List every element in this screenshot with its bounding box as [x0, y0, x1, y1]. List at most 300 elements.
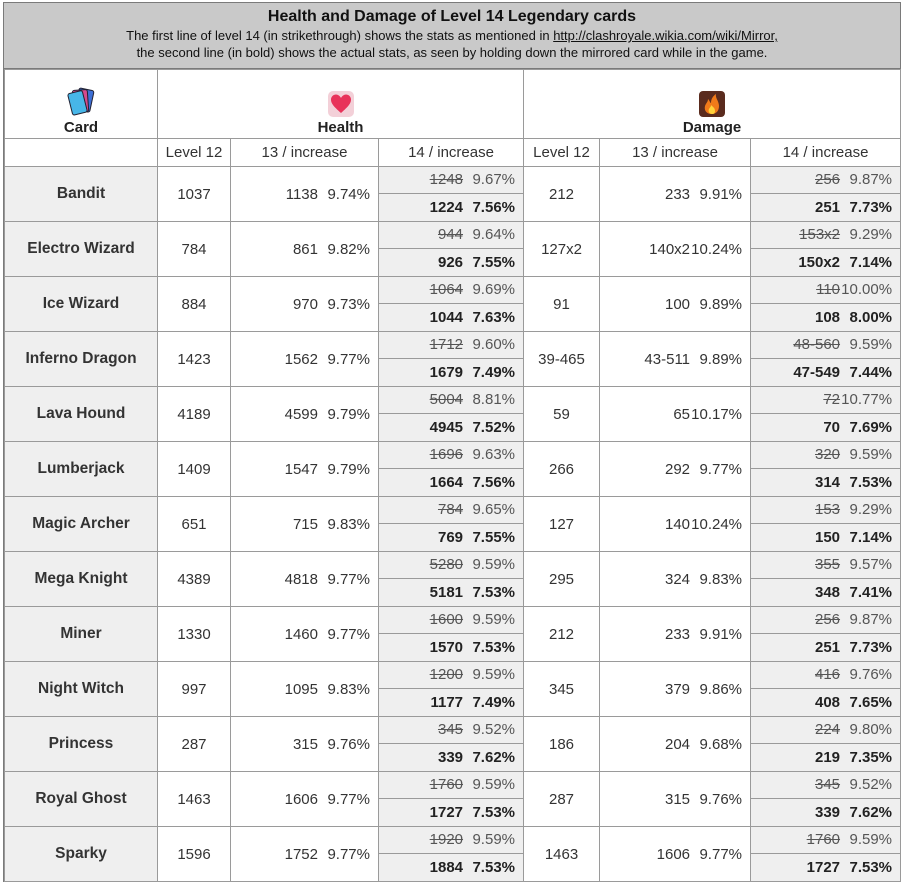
damage-level13-increase: 10.17%: [691, 405, 743, 423]
damage-level14-wiki-value: 48-560: [793, 336, 841, 353]
health-level14-wiki: [379, 497, 523, 524]
health-level14-wiki-increase: 9.59%: [472, 666, 516, 683]
health-level13-increase: 9.77%: [327, 790, 370, 808]
health-level14-wiki-increase: 9.67%: [472, 171, 516, 188]
health-level14-actual: [379, 854, 523, 881]
damage-level13-increase: 9.91%: [699, 185, 743, 203]
damage-level12: 127x2: [524, 222, 600, 277]
health-level14-wiki-increase: 9.59%: [472, 776, 516, 793]
health-level14-wiki-value: 1696: [429, 446, 464, 463]
damage-level14-actual: [751, 689, 900, 716]
health-level14-actual: [379, 414, 523, 441]
damage-level14-actual-value: 314: [815, 474, 841, 491]
wiki-link[interactable]: http://clashroyale.wikia.com/wiki/Mirror,: [553, 28, 778, 43]
damage-level14-wiki-value: 345: [815, 776, 841, 793]
damage-level13-increase: 9.77%: [699, 845, 743, 863]
health-level14-actual-value: 1044: [429, 309, 464, 326]
card-name: Royal Ghost: [5, 772, 158, 827]
health-level13-value: 715: [292, 515, 318, 533]
damage-level14-wiki-increase: 9.52%: [849, 776, 893, 793]
damage-level14-actual-value: 339: [815, 804, 841, 821]
health-level14-actual: [379, 469, 523, 496]
health-level14-actual-value: 1177: [430, 694, 464, 711]
damage-level14-wiki-value: 72: [823, 391, 841, 408]
health-level13: [231, 717, 379, 772]
health-level14-actual-increase: 7.53%: [472, 639, 516, 656]
damage-level12: 186: [524, 717, 600, 772]
damage-level14-wiki-value: 256: [815, 611, 841, 628]
header-row-icons: [5, 70, 901, 139]
table-row: [5, 827, 901, 882]
damage-level14: [751, 167, 901, 222]
damage-level13: [600, 497, 751, 552]
health-level14-actual-value: 1664: [429, 474, 464, 491]
health-level13: [231, 662, 379, 717]
damage-level13-increase: 10.24%: [691, 515, 743, 533]
health-level13-value: 861: [292, 240, 318, 258]
damage-level14-actual-value: 108: [815, 309, 841, 326]
table-row: [5, 772, 901, 827]
health-level13: [231, 827, 379, 882]
damage-level14-actual-increase: 7.14%: [849, 529, 893, 546]
health-level14-wiki: [379, 607, 523, 634]
damage-level14-header: 14 / increase: [751, 139, 901, 167]
damage-level14-actual-value: 47-549: [793, 364, 841, 381]
health-level13-header: 13 / increase: [231, 139, 379, 167]
health-level14-actual-increase: 7.56%: [472, 199, 516, 216]
damage-level14-actual-value: 251: [815, 639, 841, 656]
damage-level14-actual-value: 251: [815, 199, 841, 216]
table-row: [5, 167, 901, 222]
damage-level14-actual: [751, 469, 900, 496]
damage-level12: 91: [524, 277, 600, 332]
health-level14: [379, 607, 524, 662]
damage-level13-value: 1606: [656, 845, 691, 863]
damage-level14: [751, 717, 901, 772]
damage-level14-wiki-value: 355: [815, 556, 841, 573]
health-level14-wiki-value: 5280: [429, 556, 464, 573]
damage-level13-value: 233: [664, 185, 691, 203]
health-level14-actual-value: 5181: [429, 584, 464, 601]
health-level14-wiki: [379, 827, 523, 854]
health-level12: 1423: [158, 332, 231, 387]
damage-level14-actual-value: 348: [815, 584, 841, 601]
health-level13-value: 1547: [284, 460, 318, 478]
damage-level14-actual-value: 1727: [806, 859, 841, 876]
damage-level14-wiki: [751, 607, 900, 634]
card-name: Magic Archer: [5, 497, 158, 552]
health-level14-actual-value: 769: [437, 529, 464, 546]
damage-level13-increase: 9.68%: [699, 735, 743, 753]
damage-level13-value: 379: [664, 680, 691, 698]
damage-level14-wiki-increase: 9.29%: [849, 226, 893, 243]
damage-level13-value: 292: [664, 460, 691, 478]
damage-level14-wiki-increase: 9.59%: [849, 336, 893, 353]
damage-level14-actual: [751, 854, 900, 881]
health-level13-increase: 9.73%: [327, 295, 370, 313]
damage-level14-actual-increase: 7.44%: [849, 364, 893, 381]
health-level14-actual-value: 1570: [429, 639, 464, 656]
health-level14-wiki-value: 1760: [429, 776, 464, 793]
subtitle-line-1: [4, 27, 900, 44]
health-level14-wiki-increase: 9.64%: [472, 226, 516, 243]
damage-level14-actual: [751, 359, 900, 386]
damage-level14-wiki-increase: 10.00%: [841, 281, 893, 298]
health-level14-wiki-value: 944: [437, 226, 464, 243]
title-banner: [4, 3, 900, 69]
damage-level14-wiki: [751, 387, 900, 414]
health-level14-actual-value: 339: [437, 749, 464, 766]
damage-level14-actual-increase: 7.53%: [849, 859, 893, 876]
page-title: Health and Damage of Level 14 Legendary cards: [267, 8, 637, 25]
damage-level14-wiki-increase: 9.29%: [849, 501, 893, 518]
heart-icon: [327, 90, 355, 118]
health-level14-wiki: [379, 662, 523, 689]
health-level14: [379, 662, 524, 717]
health-level14-actual: [379, 194, 523, 221]
health-level13-value: 1460: [284, 625, 318, 643]
health-level14-wiki-value: 1248: [429, 171, 464, 188]
health-level14-actual-increase: 7.53%: [472, 584, 516, 601]
health-level12: 1596: [158, 827, 231, 882]
damage-level14: [751, 497, 901, 552]
damage-level12: 295: [524, 552, 600, 607]
health-level14-wiki-increase: 9.69%: [472, 281, 516, 298]
health-level12: 997: [158, 662, 231, 717]
empty-header-cell: [5, 139, 158, 167]
health-level14: [379, 717, 524, 772]
damage-level14-wiki-value: 416: [815, 666, 841, 683]
health-level13-value: 1138: [285, 185, 318, 203]
damage-level14-wiki: [751, 827, 900, 854]
health-level14-wiki: [379, 277, 523, 304]
damage-level14-wiki-increase: 9.87%: [849, 611, 893, 628]
health-level12: 884: [158, 277, 231, 332]
health-level14-wiki-value: 1600: [429, 611, 464, 628]
health-level14: [379, 277, 524, 332]
damage-level14-actual-increase: 7.73%: [849, 639, 893, 656]
health-level13-increase: 9.77%: [327, 625, 370, 643]
damage-level13-value: 233: [664, 625, 691, 643]
health-level12: 1409: [158, 442, 231, 497]
damage-level14: [751, 772, 901, 827]
damage-level14-wiki: [751, 222, 900, 249]
damage-level13: [600, 717, 751, 772]
health-level13: [231, 277, 379, 332]
damage-level13: [600, 387, 751, 442]
health-level14: [379, 827, 524, 882]
damage-level14-wiki: [751, 662, 900, 689]
health-level13-increase: 9.83%: [327, 515, 370, 533]
health-level13: [231, 167, 379, 222]
damage-level14-actual: [751, 634, 900, 661]
card-name: Inferno Dragon: [5, 332, 158, 387]
damage-level13: [600, 222, 751, 277]
damage-level14: [751, 332, 901, 387]
health-level14-actual-increase: 7.62%: [472, 749, 516, 766]
health-level14-wiki-increase: 9.59%: [472, 831, 516, 848]
damage-level13-value: 140x2: [649, 240, 691, 258]
damage-level14-wiki-value: 256: [815, 171, 841, 188]
health-level13: [231, 332, 379, 387]
health-level14-actual-value: 1224: [429, 199, 464, 216]
damage-level14: [751, 662, 901, 717]
card-name: Sparky: [5, 827, 158, 882]
damage-level14-actual-increase: 7.65%: [849, 694, 893, 711]
damage-level13: [600, 442, 751, 497]
damage-level14: [751, 827, 901, 882]
health-level14-actual-increase: 7.52%: [472, 419, 516, 436]
health-level13-increase: 9.79%: [327, 405, 370, 423]
cards-icon: [66, 86, 96, 118]
damage-level14-actual: [751, 524, 900, 551]
damage-level12: 266: [524, 442, 600, 497]
damage-level14-wiki: [751, 717, 900, 744]
damage-level14-wiki: [751, 772, 900, 799]
health-level14-wiki: [379, 222, 523, 249]
card-name: Miner: [5, 607, 158, 662]
health-level14-wiki-increase: 9.65%: [472, 501, 516, 518]
health-level14-actual-increase: 7.56%: [472, 474, 516, 491]
health-level12: 1037: [158, 167, 231, 222]
health-level13-increase: 9.77%: [327, 570, 370, 588]
damage-level12: 212: [524, 167, 600, 222]
health-level14-actual-increase: 7.49%: [472, 694, 516, 711]
health-level14-actual: [379, 359, 523, 386]
damage-level14-actual-value: 70: [823, 419, 841, 436]
damage-level14-actual: [751, 414, 900, 441]
health-header-label: Health: [317, 119, 364, 136]
health-level14-wiki-value: 1200: [429, 666, 464, 683]
health-level14: [379, 497, 524, 552]
health-level13-increase: 9.74%: [327, 185, 370, 203]
health-level13-value: 1562: [284, 350, 318, 368]
damage-level14-actual-increase: 7.14%: [849, 254, 893, 271]
card-name: Ice Wizard: [5, 277, 158, 332]
health-level14-wiki: [379, 442, 523, 469]
damage-level14: [751, 607, 901, 662]
health-level14-actual-increase: 7.53%: [472, 859, 516, 876]
health-level14-actual: [379, 304, 523, 331]
health-level14: [379, 222, 524, 277]
card-header-label: Card: [63, 119, 99, 136]
health-level14-wiki-increase: 8.81%: [472, 391, 516, 408]
health-level13: [231, 772, 379, 827]
damage-level14-wiki-value: 153x2: [799, 226, 841, 243]
health-header: [158, 70, 524, 139]
table-row: [5, 607, 901, 662]
health-level13: [231, 222, 379, 277]
card-name: Lava Hound: [5, 387, 158, 442]
damage-level12: 345: [524, 662, 600, 717]
damage-level14-actual: [751, 799, 900, 826]
table-row: [5, 497, 901, 552]
health-level14: [379, 332, 524, 387]
health-level13: [231, 442, 379, 497]
card-name: Bandit: [5, 167, 158, 222]
health-level14-actual-increase: 7.55%: [472, 529, 516, 546]
health-level13-increase: 9.76%: [327, 735, 370, 753]
damage-level14-wiki-increase: 9.87%: [849, 171, 893, 188]
health-level14-wiki-value: 1712: [429, 336, 464, 353]
damage-level12-header: Level 12: [524, 139, 600, 167]
damage-level14-wiki: [751, 167, 900, 194]
health-level14-wiki-increase: 9.52%: [472, 721, 516, 738]
health-level12: 651: [158, 497, 231, 552]
health-level14-wiki-value: 784: [437, 501, 464, 518]
damage-level14: [751, 387, 901, 442]
damage-level13-increase: 9.76%: [699, 790, 743, 808]
damage-level14-wiki-value: 1760: [806, 831, 841, 848]
health-level13-increase: 9.82%: [327, 240, 370, 258]
health-level14-actual-increase: 7.63%: [472, 309, 516, 326]
table-row: [5, 442, 901, 497]
damage-level13-value: 140: [664, 515, 691, 533]
damage-level12: 59: [524, 387, 600, 442]
damage-level13-increase: 9.89%: [699, 295, 743, 313]
health-level14-wiki: [379, 332, 523, 359]
health-level13: [231, 552, 379, 607]
health-level13-value: 970: [292, 295, 318, 313]
fire-icon: [698, 90, 726, 118]
health-level13: [231, 497, 379, 552]
health-level14-wiki: [379, 167, 523, 194]
damage-level14-actual: [751, 579, 900, 606]
health-level13: [231, 387, 379, 442]
damage-level14-actual-value: 219: [815, 749, 841, 766]
damage-level14-wiki-increase: 9.80%: [849, 721, 893, 738]
health-level14-wiki-increase: 9.59%: [472, 556, 516, 573]
damage-level13-increase: 9.86%: [699, 680, 743, 698]
table-row: [5, 662, 901, 717]
damage-level12: 1463: [524, 827, 600, 882]
health-level13-increase: 9.77%: [327, 845, 370, 863]
table-row: [5, 387, 901, 442]
damage-level14-actual-value: 150: [815, 529, 841, 546]
damage-level14-wiki-increase: 10.77%: [841, 391, 893, 408]
damage-level14-wiki: [751, 552, 900, 579]
health-level14-header: 14 / increase: [379, 139, 524, 167]
damage-header-label: Damage: [682, 119, 742, 136]
stats-table: [4, 69, 901, 882]
damage-level14-actual-value: 150x2: [798, 254, 841, 271]
damage-level12: 127: [524, 497, 600, 552]
health-level14-wiki: [379, 772, 523, 799]
table-row: [5, 717, 901, 772]
damage-level12: 287: [524, 772, 600, 827]
health-level14-wiki-value: 345: [437, 721, 464, 738]
damage-level14-actual: [751, 304, 900, 331]
health-level13-increase: 9.77%: [327, 350, 370, 368]
health-level14: [379, 167, 524, 222]
health-level13-value: 1752: [284, 845, 318, 863]
health-level14-actual: [379, 524, 523, 551]
health-level12: 1463: [158, 772, 231, 827]
card-name: Night Witch: [5, 662, 158, 717]
damage-level13: [600, 277, 751, 332]
damage-level14-wiki-increase: 9.57%: [849, 556, 893, 573]
damage-level13: [600, 552, 751, 607]
stats-document: [3, 2, 901, 882]
damage-level14: [751, 277, 901, 332]
health-level14-actual-value: 1884: [429, 859, 464, 876]
health-level13-increase: 9.79%: [327, 460, 370, 478]
health-level14-actual-increase: 7.53%: [472, 804, 516, 821]
damage-level14-actual: [751, 744, 900, 771]
table-row: [5, 552, 901, 607]
damage-level14-wiki-increase: 9.76%: [849, 666, 893, 683]
health-level14: [379, 387, 524, 442]
damage-level14-wiki-increase: 9.59%: [849, 446, 893, 463]
health-level14-wiki: [379, 717, 523, 744]
damage-level13-value: 324: [664, 570, 691, 588]
damage-level13-value: 43-511: [644, 350, 691, 368]
damage-level14-actual-increase: 7.53%: [849, 474, 893, 491]
card-name: Lumberjack: [5, 442, 158, 497]
health-level13-value: 1606: [284, 790, 318, 808]
health-level14: [379, 442, 524, 497]
table-row: [5, 277, 901, 332]
damage-level14-wiki: [751, 442, 900, 469]
damage-level13: [600, 607, 751, 662]
damage-level13: [600, 827, 751, 882]
damage-level14-actual-increase: 7.73%: [849, 199, 893, 216]
damage-level14-wiki: [751, 497, 900, 524]
damage-level14-actual: [751, 249, 900, 276]
health-level14-actual-value: 926: [437, 254, 464, 271]
damage-level13-value: 315: [664, 790, 691, 808]
damage-level14-wiki-value: 320: [815, 446, 841, 463]
health-level14-actual: [379, 579, 523, 606]
health-level14-actual-value: 1727: [429, 804, 464, 821]
damage-level13: [600, 167, 751, 222]
health-level14: [379, 552, 524, 607]
health-level12: 287: [158, 717, 231, 772]
header-row-levels: [5, 139, 901, 167]
table-row: [5, 222, 901, 277]
health-level14: [379, 772, 524, 827]
health-level14-actual-increase: 7.55%: [472, 254, 516, 271]
damage-level13-value: 204: [664, 735, 691, 753]
health-level14-actual-value: 1679: [429, 364, 464, 381]
damage-level12: 39-465: [524, 332, 600, 387]
health-level14-actual-value: 4945: [429, 419, 464, 436]
health-level14-actual-increase: 7.49%: [472, 364, 516, 381]
subtitle-line-2: the second line (in bold) shows the actual stats, as seen by holding down the mirrored card while in the game.: [136, 45, 768, 60]
health-level12: 4389: [158, 552, 231, 607]
subtitle-text: The first line of level 14 (in strikethrough) shows the stats as mentioned in: [126, 28, 554, 43]
health-level13-value: 1095: [284, 680, 318, 698]
health-level14-actual: [379, 634, 523, 661]
damage-level13-increase: 9.77%: [699, 460, 743, 478]
damage-level13-increase: 10.24%: [691, 240, 743, 258]
health-level14-actual: [379, 249, 523, 276]
damage-level14-wiki: [751, 332, 900, 359]
damage-level12: 212: [524, 607, 600, 662]
health-level12: 1330: [158, 607, 231, 662]
damage-level14-actual-increase: 7.35%: [849, 749, 893, 766]
health-level14-actual: [379, 744, 523, 771]
damage-level13-increase: 9.83%: [699, 570, 743, 588]
damage-level14-wiki-value: 153: [815, 501, 841, 518]
damage-level14-wiki-value: 110: [816, 281, 841, 298]
health-level14-wiki-value: 1920: [429, 831, 464, 848]
damage-level13: [600, 662, 751, 717]
damage-level14: [751, 552, 901, 607]
health-level13: [231, 607, 379, 662]
damage-level14: [751, 442, 901, 497]
damage-level14: [751, 222, 901, 277]
